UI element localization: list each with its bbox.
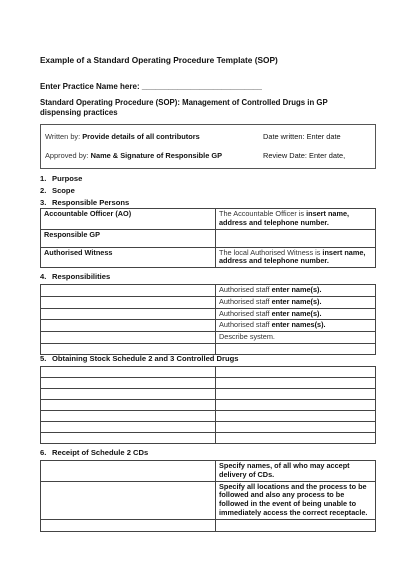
date-written-label: Date written: [263,132,305,141]
blank-cell[interactable] [216,433,376,444]
blank-cell[interactable] [41,389,216,400]
table-row [41,422,376,433]
blank-cell[interactable] [216,389,376,400]
table-row [41,433,376,444]
written-by-row [45,133,200,142]
blank-cell[interactable] [41,411,216,422]
receipt-cell[interactable]: Specify all locations and the process to be followed and also any process to be followed in the event of being unable to immediately access the correct receptacle. [216,481,376,519]
table-row [41,400,376,411]
review-date-label: Review Date: [263,151,307,160]
contents-item: 1. Purpose [40,174,83,183]
staff-cell[interactable]: Describe system. [216,332,376,344]
details-cell[interactable]: The Accountable Officer is insert name, address and telephone number. [216,209,376,230]
contents-list [40,174,129,210]
table-row [41,308,376,320]
table-row [41,481,376,519]
table-row [41,519,376,531]
table-row [41,378,376,389]
staff-cell[interactable]: Authorised staff enter name(s). [216,285,376,297]
blank-cell[interactable] [41,461,216,482]
table-row [41,320,376,332]
date-written-row [263,133,341,142]
blank-cell[interactable] [41,296,216,308]
blank-cell[interactable] [41,519,216,531]
blank-cell[interactable] [41,422,216,433]
staff-cell[interactable]: Authorised staff enter name(s). [216,308,376,320]
table-row [41,389,376,400]
approved-by-value[interactable]: Name & Signature of Responsible GP [90,151,223,160]
date-written-value[interactable]: Enter date [306,132,341,141]
blank-cell[interactable] [41,343,216,354]
practice-name-line[interactable]: Enter Practice Name here: ___________________________ [40,82,262,91]
responsible-persons-table [40,208,376,268]
table-row [41,209,376,230]
blank-cell[interactable] [41,400,216,411]
table-row [41,461,376,482]
section-heading: 4. Responsibilities [40,272,111,281]
blank-cell[interactable] [216,378,376,389]
staff-cell[interactable]: Authorised staff enter names(s). [216,320,376,332]
stock-table [40,366,376,444]
blank-cell[interactable] [216,400,376,411]
blank-cell[interactable] [41,320,216,332]
table-row [41,367,376,378]
blank-cell[interactable] [216,411,376,422]
section-heading: 6. Receipt of Schedule 2 CDs [40,448,149,457]
blank-cell[interactable] [41,285,216,297]
blank-cell[interactable] [41,378,216,389]
responsibilities-table [40,284,376,355]
receipt-cell[interactable]: Specify names, of all who may accept delivery of CDs. [216,461,376,482]
receipt-cell[interactable] [216,519,376,531]
table-row [41,332,376,344]
blank-cell[interactable] [41,433,216,444]
blank-cell[interactable] [41,481,216,519]
written-by-value[interactable]: Provide details of all contributors [82,132,200,141]
blank-cell[interactable] [216,422,376,433]
receipt-table [40,460,376,532]
blank-cell[interactable] [41,308,216,320]
details-cell[interactable] [216,229,376,247]
review-date-row [263,152,345,161]
blank-cell[interactable] [216,367,376,378]
review-date-value[interactable]: Enter date, [309,151,346,160]
table-row [41,343,376,354]
approved-by-row [45,152,222,161]
approved-by-label: Approved by: [45,151,89,160]
contents-item: 2. Scope [40,186,75,195]
section-heading: 5. Obtaining Stock Schedule 2 and 3 Controlled Drugs [40,354,239,363]
table-row [41,285,376,297]
staff-cell[interactable]: Authorised staff enter name(s). [216,296,376,308]
table-row [41,296,376,308]
document-info-box [40,124,376,169]
blank-cell[interactable] [41,332,216,344]
written-by-label: Written by: [45,132,81,141]
blank-cell[interactable] [41,367,216,378]
role-cell: Authorised Witness [41,247,216,268]
table-row [41,247,376,268]
sop-subtitle: Standard Operating Procedure (SOP): Management of Controlled Drugs in GP dispensing practices [40,98,328,117]
contents-item: 3. Responsible Persons [40,198,130,207]
staff-cell[interactable] [216,343,376,354]
details-cell[interactable]: The local Authorised Witness is insert name, address and telephone number. [216,247,376,268]
role-cell: Accountable Officer (AO) [41,209,216,230]
role-cell: Responsible GP [41,229,216,247]
table-row [41,411,376,422]
document-title: Example of a Standard Operating Procedure Template (SOP) [40,55,278,65]
table-row [41,229,376,247]
